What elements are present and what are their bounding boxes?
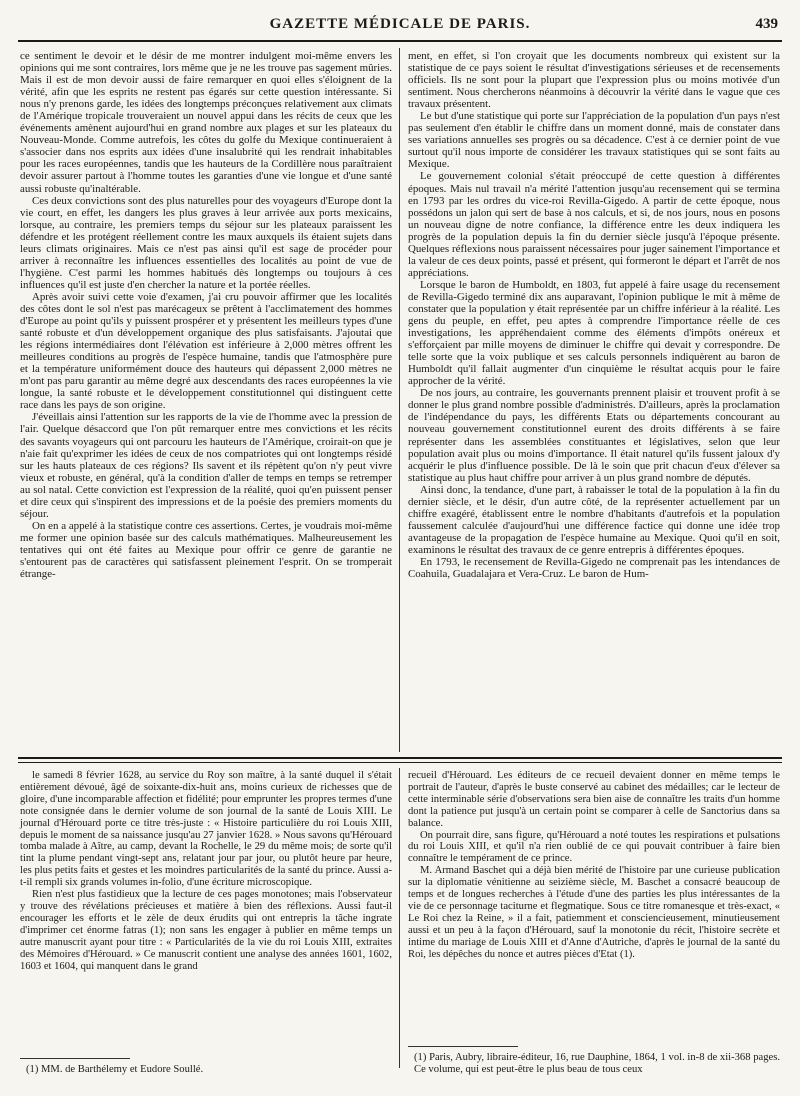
paragraph: recueil d'Hérouard. Les éditeurs de ce recueil devaient donner en même temps le portrait de l'auteur, d'après le buste conservé au cabinet des médailles; car le lecteur de cette interminable série d'observations sera bien aise de connaître les traits d'un homme dont la patience put jusqu'à un certain point se comparer à celle de Sanctorius dans sa balance. [408, 770, 780, 829]
left-column [20, 50, 392, 580]
paragraph: ment, en effet, si l'on croyait que les documents nombreux qui existent sur la statistique de ce pays soient le résultat d'investigations sérieuses et de recensements officiels. Ils ne sont pour la plupart que l'expression plus ou moins motivée d'un sentiment. Nous chercherons néanmoins à découvrir la vérité dans le vague que ces travaux présentent. [408, 50, 780, 111]
footnote-right: (1) Paris, Aubry, libraire-éditeur, 16, rue Dauphine, 1864, 1 vol. in-8 de xii-368 pages. Ce volume, qui est peut-être le plus beau de tous ceux [414, 1052, 780, 1075]
page-header [18, 14, 782, 42]
feuilleton-right-column [408, 770, 780, 961]
footnote-rule [408, 1046, 518, 1047]
feuilleton-column-divider [399, 768, 400, 1068]
journal-title: GAZETTE MÉDICALE DE PARIS. [269, 16, 531, 32]
paragraph: ce sentiment le devoir et le désir de me montrer indulgent moi-même envers les opinions qui me sont contraires, lors même que je ne les trouve pas sagement mûries. Mais il est de mon devoir aussi de faire remarquer en quoi elles s'éloignent de la vérité, afin que les esprits ne restent pas égarés sur cette question intéressante. Si nous n'y prenons garde, les idées des longtemps préconçues relativement aux climats de l'Amérique tropicale trouveraient un nouvel appui dans les récits de ceux que les événements amènent aujourd'hui en grand nombre aux plages et sur les plateaux du Nouveau-Monde. Comme autrefois, les côtes du golfe du Mexique continueraient à s'associer dans nos esprits aux idées d'une insalubrité qui les rendrait inhabitables pour les races européennes, tandis que les hauteurs de la Cordillère nous paraîtraient devoir assurer partout à l'homme toutes les garanties d'une vie longue et d'une santé aussi robuste qu'inaltérable. [20, 50, 392, 195]
paragraph: Ces deux convictions sont des plus naturelles pour des voyageurs d'Europe dont la vie court, en effet, les dangers les plus graves à leur arrivée aux ports mexicains, lorsque, au contraire, les premiers temps du séjour sur les plateaux paraissent les défendre et les protégent réellement contre les maux auxquels ils étaient sujets dans leurs climats originaires. Mais ce n'est pas ainsi qu'il est sage de procéder pour arriver à reconnaître les influences essentielles des localités au point de vue de l'hygiène. C'est parmi les hommes habitués dès longtemps ou toujours à ces influences qu'il est juste d'en chercher la nature et la portée réelles. [20, 194, 392, 291]
column-divider [399, 48, 400, 752]
paragraph: Rien n'est plus fastidieux que la lecture de ces pages monotones; mais l'observateur y trouve des révélations précieuses et matière à bien des réflexions. Aussi faut-il encourager les efforts et le zèle de deux érudits qui ont entrepris la tâche ingrate d'imprimer cet énorme fatras (1); non sans les engager à publier en même temps un autre manuscrit ayant pour titre : « Particularités de la vie du roi Louis XIII, extraites des Mémoires d'Hérouard. » Ce manuscrit contient une analyse des années 1601, 1602, 1603 et 1604, qui manquent dans le grand [20, 889, 392, 972]
paragraph: Le gouvernement colonial s'était préoccupé de cette question à différentes époques. Mais nul travail n'a mérité l'attention jusqu'au recensement qui se termina en 1793 par les ordres du vice-roi Revilla-Gigedo. A partir de cette époque, nous possédons un jalon qui sert de base à nos calculs, et si, de nos jours, nous en posons un nouveau digne de notre confiance, la différence entre les deux indiquera les progrès de la population depuis la fin du dernier siècle jusqu'à l'époque présente. Quelques réflexions nous paraissent nécessaires pour juger sainement l'importance et la valeur de ces deux points, passé et présent, qui formeront le départ et l'arrêt de nos appréciations. [408, 170, 780, 279]
page-number: 439 [755, 16, 778, 32]
paragraph: Ainsi donc, la tendance, d'une part, à rabaisser le total de la population à la fin du dernier siècle, et le désir, d'un autre côté, de la représenter actuellement par un chiffre exagéré, établissent entre le nombre d'habitants d'autrefois et la population faussement calculée d'aujourd'hui une différence factice qui donne une idée trop avantageuse de la propagation de l'espèce humaine au Mexique. Quoi qu'il en soit, examinons le résultat des travaux de ce genre entrepris à différentes époques. [408, 483, 780, 556]
paragraph: J'éveillais ainsi l'attention sur les rapports de la vie de l'homme avec la pression de l'air. Quelque désaccord que l'on pût remarquer entre mes convictions et les récits des savants voyageurs qui ont parcouru les hauteurs de l'Amérique, croirait-on que je n'aie fait qu'exprimer les idées de ceux de nos compatriotes qui ont longtemps résidé sur les hauts plateaux de ces régions? Ils savent et ils répètent qu'on n'y peut vivre vieux et robuste, en général, qu'à la condition d'aller de temps en temps se retremper au sol natal. Cette conviction est l'expression de la réalité, quoi qu'en puissent penser et dire ceux qui s'inspirent des impressions et de la poésie des premiers moments du séjour. [20, 411, 392, 520]
feuilleton-separator [18, 757, 782, 759]
footnote-rule [20, 1058, 130, 1059]
paragraph: le samedi 8 février 1628, au service du Roy son maître, à la santé duquel il s'était entièrement dévoué, âgé de soixante-dix-huit ans, moins curieux de richesses que de gloire, d'une incomparable affection et fidélité; pour emprunter les propres termes d'une note consignée dans le dernier volume de son journal de la santé de Louis XIII. Le journal d'Hérouard porte ce titre très-juste : « Histoire particulière du roi Louis XIII, depuis le moment de sa naissance jusqu'au 27 janvier 1628. » Nous savons qu'Hérouard tomba malade à Aître, au camp, devant la Rochelle, le 29 du même mois; de sorte qu'il tint la plume pendant vingt-sept ans, relatant jour par jour, ou plutôt heure par heure, les plus petits faits et gestes et les moindres particularités de la santé du prince. Aussi a-t-il rempli six grands volumes in-folio, d'une écriture microscopique. [20, 770, 392, 889]
paragraph: On pourrait dire, sans figure, qu'Hérouard a noté toutes les respirations et pulsations du roi Louis XIII, et qu'il n'a rien oublié de ce qui pouvait contribuer à faire bien connaître le tempérament de ce prince. [408, 829, 780, 865]
paragraph: De nos jours, au contraire, les gouvernants prennent plaisir et trouvent profit à se donner le plus grand nombre possible d'administrés. D'ailleurs, après la proclamation de l'indépendance du pays, les différents Etats ou départements concourant au nouveau gouvernement constitutionnel eurent des droits différents à se faire représenter dans les assemblées constituantes et législatives, selon que leur population avait plus ou moins d'importance. Il était naturel qu'ils fussent jaloux d'y acquérir le plus d'influence possible. De là le soin que prit chacun d'eux d'élever sa statistique au plus haut chiffre pour arriver à un plus grand nombre de députés. [408, 387, 780, 484]
feuilleton-separator-thin [18, 762, 782, 763]
paragraph: En 1793, le recensement de Revilla-Gigedo ne comprenait pas les intendances de Coahuila, Guadalajara et Vera-Cruz. Le baron de Hum- [408, 555, 780, 581]
feuilleton-left-column [20, 770, 392, 972]
right-column [408, 50, 780, 580]
paragraph: Après avoir suivi cette voie d'examen, j'ai cru pouvoir affirmer que les localités des côtes dont le sol n'est pas marécageux se prêtent à l'acclimatement des hommes d'Europe au point qu'ils y puissent prospérer et y présentent les meilleurs types d'une santé robuste et d'un développement organique des plus satisfaisants. J'ajoutai que les régions intermédiaires dont l'élévation est inférieure à 2,000 mètres offrent les meilleures conditions au progrès de l'espèce humaine, tandis que l'atmosphère pure et la température uniformément douce des hauteurs qui dépassent 2,000 mètres ne m'ont pas paru garantir au même degré aux descendants des races européennes la vie longue, la santé robuste et le développement constitutionnel qui distinguent cette race dans les pays de son origine. [20, 290, 392, 412]
paragraph: On en a appelé à la statistique contre ces assertions. Certes, je voudrais moi-même me former une opinion basée sur des calculs mathématiques. Malheureusement les tentatives qui ont été faites au Mexique pour offrir ce genre de garantie ne s'entourent pas de caractères qui satisfassent pleinement l'esprit. On se tromperait étrange- [20, 519, 392, 581]
footnote-left: (1) MM. de Barthélemy et Eudore Soullé. [26, 1064, 204, 1075]
paragraph: M. Armand Baschet qui a déjà bien mérité de l'histoire par une curieuse publication sur la diplomatie vénitienne au seizième siècle, M. Baschet a consacré beaucoup de temps et de longues recherches à l'étude d'une des parties les plus intéressantes de la vie de ce personnage taciturne et flegmatique. Sous ce titre romanesque et très-exact, « Le Roi chez la Reine, » il a fait, patiemment et consciencieusement, minutieusement aussi et un peu à la façon d'Hérouard, sauf la monotonie du récit, l'histoire secrète et intime du mariage de Louis XIII et d'Anne d'Autriche, d'après le journal de la santé du Roi, les dépêches du nonce et autres pièces d'Etat (1). [408, 865, 780, 960]
paragraph: Lorsque le baron de Humboldt, en 1803, fut appelé à faire usage du recensement de Revilla-Gigedo terminé dix ans auparavant, l'opinion publique le mit à même de constater que la population y était représentée par un chiffre inférieur à la réalité. Les gens du peuple, en effet, peu aptes à comprendre l'importance réelle de ces investigations, les appréhendaient comme des éléments d'impôts onéreux et s'efforçaient par mille moyens de diminuer le chiffre qui devait y correspondre. De telle sorte que la voix publique et ses calculs personnels indiquèrent au baron de Humboldt qu'il fallait augmenter d'un cinquième le résultat acquis pour le faire approcher de la vérité. [408, 278, 780, 388]
paragraph: Le but d'une statistique qui porte sur l'appréciation de la population d'un pays n'est pas seulement d'en établir le chiffre dans un moment donné, mais de constater dans ses variations annuelles ses progrès ou sa décadence. C'est à ce dernier point de vue surtout qu'il nous importe de considérer les travaux statistiques qui se sont faits au Mexique. [408, 110, 780, 171]
